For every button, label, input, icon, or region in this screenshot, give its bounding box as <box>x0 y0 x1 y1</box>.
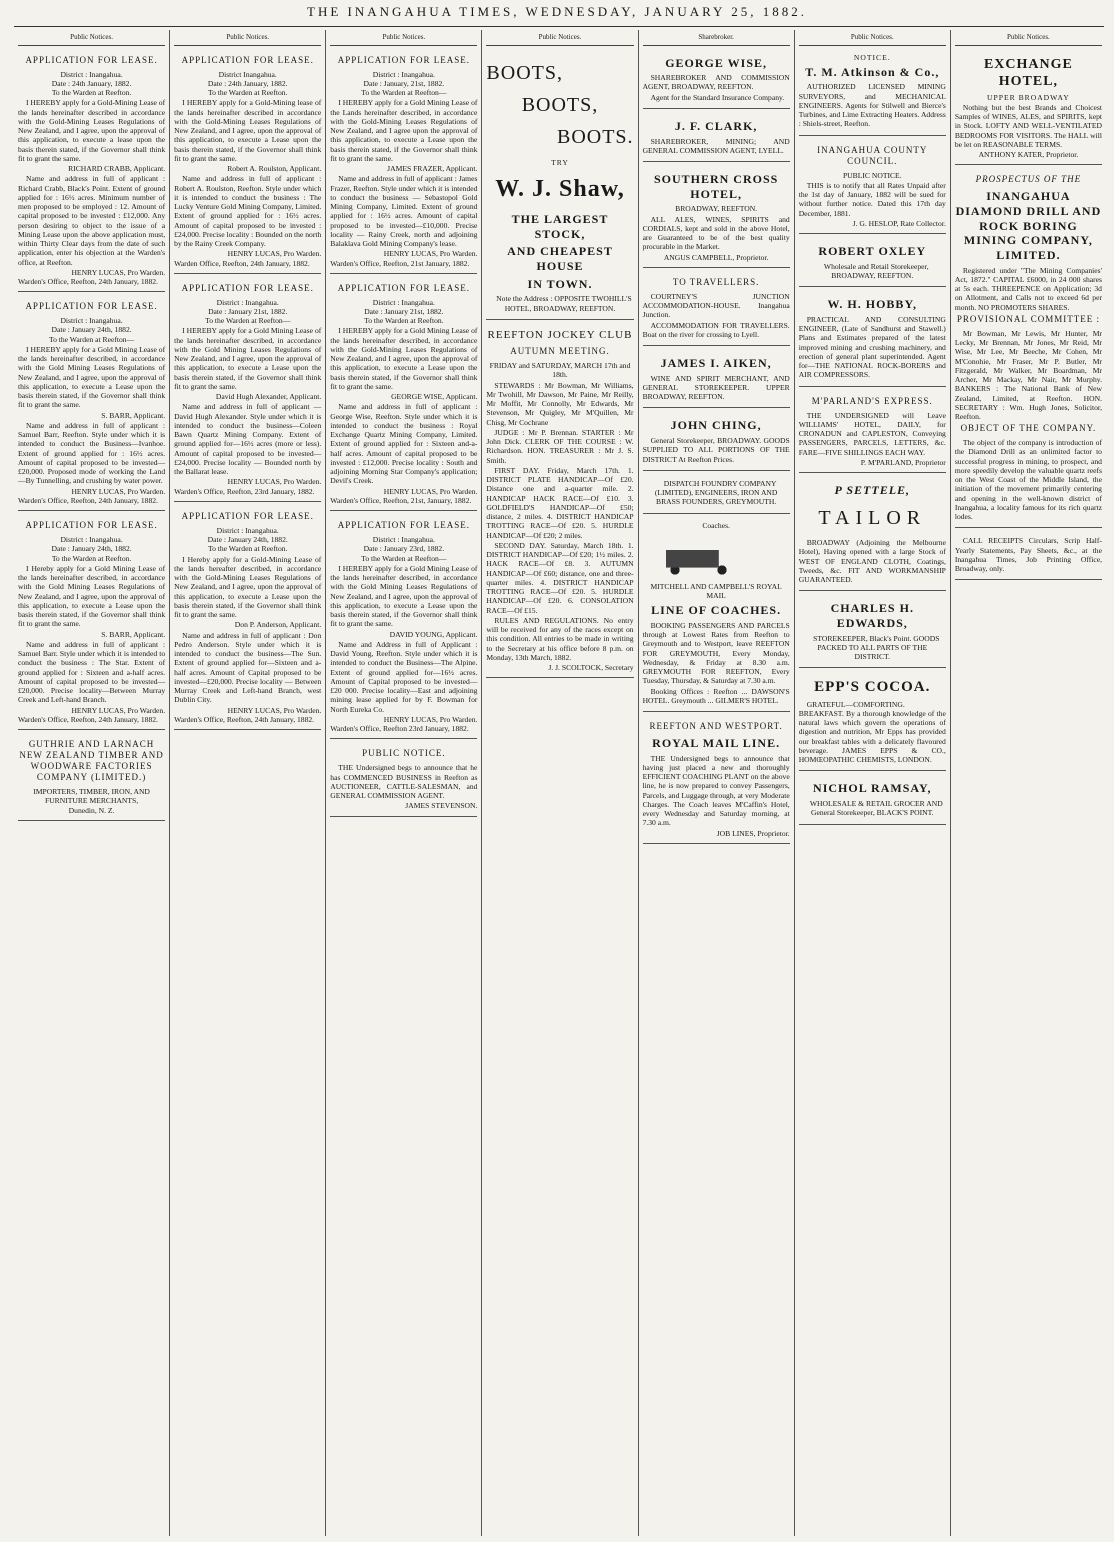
notice-title: PUBLIC NOTICE. <box>362 748 446 759</box>
public-notice-label: PUBLIC NOTICE. <box>842 170 902 180</box>
notice-line: District : Inangahua. <box>60 316 123 326</box>
foundry-ad <box>643 475 790 514</box>
epps-name: EPP'S COCOA. <box>814 679 931 696</box>
lease-notice <box>174 278 321 502</box>
notice-body: I HEREBY apply for a Gold-Mining lease of the lands hereinafter described in accordance with the Gold-Mining Leases Regulations of New Zealand, and I agree, upon the approval of this application, to execute a Lease upon the basis therein stated, if the Governor shall think fit to grant the same. <box>174 98 322 163</box>
lease-notice <box>330 50 477 274</box>
express-title: M'PARLAND'S EXPRESS. <box>811 395 933 406</box>
committee-title: PROVISIONAL COMMITTEE : <box>956 313 1100 324</box>
notice-line: To the Warden at Reefton. <box>51 88 132 97</box>
hotel-address: BROADWAY, REEFTON. <box>675 204 758 214</box>
notice-date: Warden's Office, Reefton 23rd January, 1882. <box>330 724 469 734</box>
notice-title: APPLICATION FOR LEASE. <box>337 520 470 531</box>
applicant-signature: JAMES STEVENSON. <box>405 801 478 811</box>
officials: JUDGE : Mr P. Brennan. STARTER : Mr John Dick. CLERK OF THE COURSE : W. Richardson. HON. TREASURER : Mr J. S. Smith. <box>486 427 634 465</box>
notice-label: NOTICE. <box>853 52 891 62</box>
notice-line: District : Inangahua. <box>216 297 279 307</box>
stewards: STEWARDS : Mr Bowman, Mr Williams, Mr Twohill, Mr Dawson, Mr Paine, Mr Reilly, Mr Moffit, Mr Connolly, Mr Edwards, Mr Stevenson, Mr Quigley, Mr M'Quillen, Mr Chisg, Mr Cochrane <box>486 380 634 427</box>
column-header: Public Notices. <box>330 30 477 46</box>
aiken-ad <box>643 350 790 408</box>
lease-notice <box>18 734 165 821</box>
company-desc: Registered under "The Mining Companies' Act, 1872." CAPITAL £6000, in 24 000 shares at 5s each. THREEPENCE on Application; 3d on Allotment, and Calls not to exceed 6d per month. NO PROMOTERS SHARES. <box>954 265 1102 312</box>
rules: RULES AND REGULATIONS. No entry will be received for any of the races except on this condition. All entries to be made in writing to the Secretary at his office before 8 p.m. on Monday, 13th March, 1882. <box>486 615 634 662</box>
notice-body: THE Undersigned begs to announce that he has COMMENCED BUSINESS in Reefton as AUCTIONEER, CATTLE-SALESMAN, and GENERAL COMMISSION AGENT. <box>330 763 478 801</box>
applicant-signature: DAVID YOUNG, Applicant. <box>389 629 478 639</box>
travellers-title: TO TRAVELLERS. <box>672 276 760 287</box>
notice-details: Name and address in full of applicant —David Hugh Alexander. Style under which it is intended to conduct the business—Coleen Bawn Quartz Mining Company. Extent of ground applied for—16½ acres (more or less). Amount of capital proposed to be invested—£24,000. Precise locality — Bounded north by the Ballarat lease. <box>174 402 322 477</box>
epps-ad <box>799 672 946 771</box>
company-name: INANGAHUA DIAMOND DRILL AND ROCK BORING MINING COMPANY, LIMITED. <box>955 189 1102 262</box>
notice-title: APPLICATION FOR LEASE. <box>181 282 314 293</box>
secretary: J. J. SCOLTOCK, Secretary <box>548 663 634 673</box>
warden-signature: HENRY LUCAS, Pro Warden. <box>383 249 478 259</box>
wise-agent: Agent for the Standard Insurance Company. <box>650 92 785 102</box>
clark-desc: SHAREBROKER, MINING; AND GENERAL COMMISSION AGENT, LYELL. <box>642 136 790 155</box>
royal-mail-subtitle: MITCHELL AND CAMPBELL'S ROYAL MAIL <box>650 581 782 600</box>
column-header: Public Notices. <box>174 30 321 46</box>
notice-line: Date : January 24th, 1882. <box>51 325 132 335</box>
applicant-signature: Robert A. Roulston, Applicant. <box>227 164 322 173</box>
coaches-header: Coaches. <box>702 520 730 530</box>
shaw-tag-2: AND CHEAPEST HOUSE <box>507 244 613 274</box>
meeting-title: AUTUMN MEETING. <box>510 346 610 357</box>
royal-mail-proprietor: JOB LINES, Proprietor. <box>716 828 790 838</box>
booking-offices: Booking Offices : Reefton ... DAWSON'S HOTEL. Greymouth ... GILMER'S HOTEL. <box>642 686 790 705</box>
oxley-ad <box>799 238 946 287</box>
notice-line: Date : January 24th, 1882. <box>51 544 132 554</box>
column-header: Public Notices. <box>799 30 946 46</box>
notice-line: District : Inangahua. <box>372 535 435 545</box>
warden-signature: HENRY LUCAS, Pro Warden. <box>383 486 478 496</box>
notice-line: Date : January 24th, 1882. <box>207 535 288 545</box>
notice-body: I HEREBY apply for a Gold-Mining Lease of the lands hereinafter described in accordance with the Gold-Mining Leases Regulations of New Zealand, and I agree, upon the approval of this application, to execute a lease upon the basis therein stated, if the Governor shall think fit to grant the same. <box>18 98 166 163</box>
applicant-signature: David Hugh Alexander, Applicant. <box>215 392 322 402</box>
notice-body: I Hereby apply for a Gold-Mining Lease of the lands hereafter described, in accordance with the Gold-Mining Leases Regulations of New Zealand, and I agree, upon the approval of this application, to execute a Lease upon the basis therein stated, if the Governor shall think fit to grant the same. <box>174 554 322 620</box>
notice-body: I HEREBY apply for a Gold Mining Lease of the lands hereinafter described, in accordance with the Gold-Mining Leases Regulations of New Zealand, and I agree, upon the approval of this application, to execute a Lease upon the basis therein stated, if the Governor shall think fit to grant the same. <box>330 326 478 391</box>
line-of-coaches: LINE OF COACHES. <box>651 603 782 618</box>
atkinson-desc: AUTHORIZED LICENSED MINING SURVEYORS, and MECHANICAL ENGINEERS. Agents for Stilwell and Bierce's Turbines, and Lime Extracting Heaters. Address : Shiels-street, Reefton. <box>798 82 946 129</box>
prospectus-ad <box>955 169 1102 528</box>
shaw-name: W. J. Shaw, <box>495 175 625 202</box>
reefton-westport: REEFTON AND WESTPORT. <box>649 721 783 732</box>
clark-name: J. F. CLARK, <box>674 118 758 133</box>
exchange-desc: Nothing but the best Brands and Choicest Samples of WINES, ALES, and SPIRITS, kept in Stock. LOFTY AND WELL-VENTILATED BEDROOMS FOR VISITORS. The HALL will be let on REASONABLE TERMS. <box>954 102 1102 149</box>
boots-line-1: BOOTS, <box>486 61 563 84</box>
notice-date: Warden's Office, Reefton, 24th January, 1882. <box>18 277 158 286</box>
notice-date: Warden's Office, Reefton, 24th January, 1882. <box>18 714 158 724</box>
masthead: THE INANGAHUA TIMES, WEDNESDAY, JANUARY 25, 1882. <box>307 4 807 19</box>
courtney-name: COURTNEY'S JUNCTION ACCOMMODATION-HOUSE. Inangahua Junction. <box>642 291 790 320</box>
notice-body: I HEREBY apply for a Gold Mining Lease of the lands hereinafter described, in accordance with the Gold Mining Leases Regulations of New Zealand, and I agree, upon the approval of this application, to execute a Lease upon the basis therein stated, if the Governor shall think fit to grant the same. <box>174 326 322 391</box>
wise-name: GEORGE WISE, <box>665 55 768 70</box>
lease-notice <box>330 515 477 739</box>
ching-name: JOHN CHING, <box>670 418 762 433</box>
notice-line: To the Warden at Reefton— <box>361 553 447 563</box>
lease-notice <box>18 296 165 511</box>
notice-body: I HEREBY apply for a Gold Mining Lease of the lands hereinafter described, in accordance with the Gold Mining Leases Regulations of New Zealand, and I agree, upon the approval of this application, to execute a Lease upon the basis therein stated, if the Governor shall think fit to grant the same. <box>18 344 166 410</box>
notice-line: Date : 24th January, 1882. <box>207 78 288 88</box>
clark-ad <box>643 113 790 162</box>
exchange-address: UPPER BROADWAY <box>987 92 1070 102</box>
notice-line: Date : January 23rd, 1882. <box>363 544 445 554</box>
prospectus-title: PROSPECTUS OF THE <box>975 174 1082 185</box>
warden-signature: HENRY LUCAS, Pro Warden. <box>71 705 166 715</box>
receipts-desc: CALL RECEIPTS Circulars, Scrip Half-Yearly Statements, Pay Sheets, &c., at the Inangahua Times, Job Printing Office, Broadway, only. <box>954 536 1102 574</box>
notice-details: Name and address in full of applicant : Richard Crabb, Black's Point. Extent of ground applied for : 16½ acres. Minimum number of men proposed to be employed : 12. Amount of capital proposed to be invested : £12,000. Any person desiring to object to the issue of a Mining Lease upon the above application must, within Thirty Clear days from the date of such application, enter his objection at the Warden's office, at Reefton. <box>18 174 166 267</box>
express-proprietor: P. M'PARLAND, Proprietor <box>860 457 946 467</box>
hotel-desc: ALL ALES, WINES, SPIRITS and CORDIALS, kept and sold in the above Hotel, are Guaranteed to be of the best quality procurable in the Market. <box>642 214 790 252</box>
royal-mail-desc: THE Undersigned begs to announce that having just placed a new and thoroughly EFFICIENT COACHING PLANT on the above line, he is now prepared to convey Passengers, Parcels, and Luggage through, at very Moderate Charges. The Coach leaves M'Caffin's Hotel, every Wednesday and Saturday morning, at 7.30 a.m. <box>642 753 790 828</box>
notice-line: To the Warden at Reefton— <box>361 88 447 97</box>
lease-notice <box>330 278 477 511</box>
committee-list: Mr Bowman, Mr Lewis, Mr Hunter, Mr Lecky, Mr Brennan, Mr Jones, Mr Reid, Mr Wise, Mr Lee, Mr Beeche, Mr Cohen, Mr M'Conohie, Mr Fraser, Mr P. Butler, Mr Fitzgerald, Mr Walker, Mr Boardman, Mr Archer, Mr Mackay, Mr Nair, Mr Murphy. BANKERS : The National Bank of New Zealand, Limited, at Reefton. HON. SECRETARY : Wm. Hugh Jones, Solicitor, Reefton. <box>954 328 1102 421</box>
tailor-desc: BROADWAY (Adjoining the Melbourne Hotel), Having opened with a large Stock of WEST OF ENGLAND CLOTH, Coatings, Tweeds, &c. FIT AND WORKMANSHIP GUARANTEED. <box>798 538 946 585</box>
notice-line: To the Warden at Reefton— <box>48 334 135 344</box>
column-5 <box>639 30 795 1536</box>
notice-line: District : Inangahua. <box>372 297 435 307</box>
notice-line: To the Warden at Reefton. <box>51 553 132 563</box>
exchange-name: EXCHANGE HOTEL, <box>983 56 1073 89</box>
epps-desc: GRATEFUL—COMFORTING. BREAKFAST. By a thorough knowledge of the natural laws which govern the operations of digestion and nutrition, Mr Epps has provided our breakfast tables with a delicately flavoured beverage. JAMES EPPS & CO., HOMŒOPATHIC CHEMISTS, LONDON. <box>798 699 946 765</box>
column-1 <box>14 30 170 1536</box>
notice-line: District : Inangahua. <box>60 69 123 79</box>
notice-date: Warden's Office, Reefton, 23rd January, 1882. <box>174 486 315 496</box>
coach-illustration <box>650 534 782 578</box>
notice-line: To the Warden at Reefton. <box>207 544 288 554</box>
receipts-ad <box>955 532 1102 580</box>
edwards-ad <box>799 595 946 668</box>
ching-desc: General Storekeeper, BROADWAY. GOODS SUPPLIED TO ALL PORTIONS OF THE DISTRICT At Reefton Prices. <box>642 436 790 464</box>
council-title: INANGAHUA COUNTY COUNCIL. <box>817 144 928 166</box>
courtney-ad <box>643 272 790 346</box>
column-2 <box>170 30 326 1536</box>
exchange-hotel-ad <box>955 50 1102 166</box>
notice-date: Warden's Office, Reefton, 24th January, 1882. <box>174 714 315 724</box>
notice-line: Dunedin, N. Z. <box>68 805 115 815</box>
warden-signature: HENRY LUCAS, Pro Warden. <box>227 249 322 259</box>
object-title: OBJECT OF THE COMPANY. <box>960 423 1097 434</box>
coaches-ad <box>643 518 790 713</box>
coaches-desc: BOOKING PASSENGERS AND PARCELS through at Lowest Rates from Reefton to Greymouth and to Westport, leave REEFTON FOR GREYMOUTH, Every Monday, Wednesday, & Friday at 8.30 a.m. GREYMOUTH FOR REEFTON, Every Tuesday, Thursday, & Saturday at 7.30 a.m. <box>642 620 790 686</box>
notice-title: APPLICATION FOR LEASE. <box>181 54 314 65</box>
warden-signature: HENRY LUCAS, Pro Warden. <box>71 267 166 277</box>
courtney-desc: ACCOMMODATION FOR TRAVELLERS. Boat on the river for crossing to Lyell. <box>642 320 790 339</box>
notice-details: Name and address in full of applicant : George Wise, Reefton. Style under which it is intended to conduct the business : Royal Exchange Quartz Mining Company, Limited. Extent of ground applied for : Sixteen and-a-half acres. Amount of capital proposed to be invested : £12,000. Precise locality : South and adjoining Morning Star Company's application; Devil's Creek. <box>330 402 478 486</box>
notice-date: Warden's Office, Reefton, 24th January, 1882. <box>18 495 158 505</box>
notice-line: Date : 24th January, 1882. <box>51 78 132 88</box>
foundry-desc: DISPATCH FOUNDRY COMPANY (LIMITED), ENGINEERS, IRON AND BRASS FOUNDERS, GREYMOUTH. <box>654 478 778 507</box>
applicant-signature: GEORGE WISE, Applicant. <box>391 392 478 402</box>
notice-details: Name and address in full of applicant : Don Pedro Anderson. Style under which it is intended to conduct the business—The Sun. Extent of ground applied for—Sixteen and a-half acres. Amount of Capital proposed to be invested—£20,000. Precise locality — Between Murray Creek and Left-hand Branch, west Dublin City. <box>174 630 322 705</box>
boots-line-2: BOOTS, <box>521 93 599 116</box>
applicant-signature: S. BARR, Applicant. <box>101 410 166 420</box>
column-4 <box>482 30 638 1536</box>
hobby-desc: PRACTICAL AND CONSULTING ENGINEER, (Late of Sandhurst and Stawell.) Plans and Estimates prepared of the latest improved mining and crushing machinery, and erection of general plant superintended. Agent for—THE NATIONAL ROCK-BORERS and AIR COMPRESSORS. <box>798 314 946 380</box>
shaw-boots-ad <box>486 50 633 320</box>
ramsay-desc: WHOLESALE & RETAIL GROCER AND General Storekeeper, BLACK'S POINT. <box>809 799 943 818</box>
notice-line: Date : January 21st, 1882. <box>208 306 288 316</box>
edwards-desc: STOREKEEPER, Black's Point. GOODS PACKED TO ALL PARTS OF THE DISTRICT. <box>813 633 940 662</box>
shaw-tag-1: THE LARGEST STOCK, <box>511 212 609 241</box>
notice-details: Name and address in full of applicant : James Frazer, Reefton. Style under which it is intended to conduct the business — Sebastopol Gold Mining Company, Limited. Extent of ground applied for : 16½ acres. Amount of capital proposed to be invested—£10,000. Precise locality — Rainy Creek, north and adjoining Balaklava Gold Mining Company's lease. <box>330 174 478 248</box>
column-header: Public Notices. <box>486 30 633 46</box>
aiken-name: JAMES I. AIKEN, <box>660 356 772 370</box>
club-title: REEFTON JOCKEY CLUB <box>487 328 633 341</box>
royal-mail-ad <box>643 716 790 844</box>
notice-line: District : Inangahua. <box>216 525 279 535</box>
ramsay-ad <box>799 775 946 824</box>
notice-line: Date : January 21st, 1882. <box>364 306 444 316</box>
column-3 <box>326 30 482 1536</box>
columns <box>14 30 1106 1536</box>
oxley-desc: Wholesale and Retail Storekeeper, BROADWAY, REEFTON. <box>823 261 929 280</box>
notice-line: IMPORTERS, TIMBER, IRON, AND FURNITURE MERCHANTS, <box>33 787 150 806</box>
first-day: FIRST DAY. Friday, March 17th. 1. DISTRICT PLATE HANDICAP—Of £20. Distance one and a-quarter mile. 2. HANDICAP HACK RACE—Of £10. 3. GOLDFIELD'S HANDICAP—Of £50; distance, 2 miles. 4. DISTRICT HANDICAP TROTTING RACE—Of £20. 5. HURDLE HANDICAP—Of £20; 2 miles. <box>486 465 634 540</box>
jockey-club-ad <box>486 324 633 679</box>
applicant-signature: Don P. Anderson, Applicant. <box>234 620 322 630</box>
column-header: Public Notices. <box>18 30 165 46</box>
express-ad <box>799 391 946 473</box>
notice-body: I Hereby apply for a Gold Mining Lease of the lands hereinafter described, in accordance with the Gold Mining Leases Regulations of New Zealand, and I agree, upon the approval of this application, to execute a Lease upon the basis therein stated, if the Governor shall think fit to grant the same. <box>18 563 166 629</box>
notice-date: Warden's Office, Reefton, 21st January, 1882. <box>330 258 470 268</box>
council-ad <box>799 140 946 234</box>
settele-name: P SETTELE, <box>834 483 911 498</box>
ching-ad <box>643 412 790 470</box>
column-header: Public Notices. <box>955 30 1102 46</box>
notice-date: Warden's Office, Reefton, 21st, January, 1882. <box>330 495 472 505</box>
atkinson-name: T. M. Atkinson & Co., <box>805 64 940 79</box>
notice-title: APPLICATION FOR LEASE. <box>181 510 314 521</box>
masthead-rule <box>14 26 1104 27</box>
notice-line: District : Inangahua. <box>372 69 435 79</box>
notice-line: To the Warden at Reefton. <box>207 88 288 97</box>
notice-title: APPLICATION FOR LEASE. <box>25 520 158 531</box>
tailor-label: TAILOR <box>818 506 927 529</box>
council-desc: THIS is to notify that all Rates Unpaid after the 1st day of January, 1882 will be sued for without further notice. Dated this 17th day December, 1881. <box>798 180 946 218</box>
council-signature: J. G. HESLOP, Rate Collector. <box>852 218 946 228</box>
hobby-name: W. H. HOBBY, <box>827 297 918 312</box>
notice-body: I HEREBY apply for a Gold Mining Lease of the Lands hereinafter described, in accordance with the Gold-Mining Leases Regulations of New Zealand, and I agree upon the approval of this application, to execute a Lease upon the basis therein stated, if the Governor shall think fit to grant the same. <box>330 98 478 163</box>
lease-notice <box>174 50 321 274</box>
edwards-name: CHARLES H. EDWARDS, <box>830 601 914 630</box>
notice-title: APPLICATION FOR LEASE. <box>25 54 158 65</box>
warden-signature: HENRY LUCAS, Pro Warden. <box>227 477 322 487</box>
notice-line: To the Warden at Reefton. <box>364 316 444 326</box>
try-label: TRY <box>551 157 569 167</box>
shaw-address: Note the Address : OPPOSITE TWOHILL'S HOTEL, BROADWAY, REEFTON. <box>496 294 632 313</box>
notice-title: APPLICATION FOR LEASE. <box>337 54 470 65</box>
notice-body: I HEREBY apply for a Gold Mining Lease of the lands hereinafter described, in accordance with the Gold Mining Leases Regulations of New Zealand, and I agree, upon the approval of this application, to execute a Lease upon the basis therein stated, if the Governor shall think fit to grant the same. <box>330 563 478 629</box>
column-header: Sharebroker. <box>643 30 790 46</box>
notice-title: GUTHRIE AND LARNACH NEW ZEALAND TIMBER AND WOODWARE FACTORIES COMPANY (LIMITED.) <box>19 739 164 783</box>
object-desc: The object of the company is introduction of the Diamond Drill as an unlimited factor to successful progress in mining, to prospect, and more speedily develop the valuable quartz reefs on the West Coast of the Middle Island, the initiation of the movement primarily centering and opening in the well-known district of Inangahua, a locality famous for its rich quartz lodes. <box>954 438 1102 522</box>
notice-date: Warden Office, Reefton, 24th January, 1882. <box>174 258 310 268</box>
wise-ad <box>643 50 790 109</box>
column-6 <box>795 30 951 1536</box>
applicant-signature: S. BARR, Applicant. <box>101 629 166 639</box>
ramsay-name: NICHOL RAMSAY, <box>813 781 932 796</box>
lease-notice <box>174 506 321 730</box>
boots-line-3: BOOTS. <box>556 126 634 149</box>
notice-details: Name and Address in full of Applicant : David Young, Reefton. Style under which it is intended to conduct the Business—The Alpine. Extent of ground applied for—16½ acres. Amount of Capital proposed to be invested—£20 000. Precise locality—East and adjoining mining lease applied for by F. Bowman for North Eureka Co. <box>330 639 478 714</box>
notice-details: Name and address in full of applicant : Samuel Barr, Reefton. Style under which it is intended to conduct the Business—Ivanhoe. Extent of ground applied for : 16½ acres. Amount of capital proposed to be invested—£20,000. Proposed mode of working the Land—By Tunnelling, and crushing by water power. <box>18 420 166 486</box>
royal-mail-line: ROYAL MAIL LINE. <box>652 736 781 751</box>
warden-signature: HENRY LUCAS, Pro Warden. <box>383 714 478 724</box>
applicant-signature: RICHARD CRABB, Applicant. <box>68 164 166 173</box>
hobby-ad <box>799 291 946 386</box>
notice-title: APPLICATION FOR LEASE. <box>25 301 158 312</box>
meeting-dates: FRIDAY and SATURDAY, MARCH 17th and 18th. <box>489 361 631 380</box>
southern-cross-ad <box>643 166 790 268</box>
lease-notice <box>330 743 477 816</box>
hotel-proprietor: ANGUS CAMPBELL, Proprietor. <box>663 252 769 262</box>
warden-signature: HENRY LUCAS, Pro Warden. <box>227 705 322 715</box>
applicant-signature: JAMES FRAZER, Applicant. <box>387 164 478 173</box>
notice-line: To the Warden at Reefton— <box>205 316 291 326</box>
notice-title: APPLICATION FOR LEASE. <box>337 282 470 293</box>
express-desc: THE UNDERSIGNED will Leave WILLIAMS' HOTEL, DAILY, for CRONADUN and CAPLESTON, Conveying PASSENGERS, PARCELS, LETTERS, &c. FARE—FIVE SHILLINGS EACH WAY. <box>798 410 946 457</box>
settele-ad <box>799 477 946 591</box>
lease-notice <box>18 50 165 293</box>
lease-notice <box>18 515 165 730</box>
atkinson-ad <box>799 50 946 136</box>
second-day: SECOND DAY. Saturday, March 18th. 1. DISTRICT HANDICAP—Of £20; 1½ miles. 2. HACK RACE—Of £8. 3. AUTUMN HANDICAP—Of £60; distance, one and three-quarter miles. 4. DISTRICT HANDICAP TROTTING RACE—Of £20. 5. HURDLE HANDICAP—Of £20. 6. CONSOLATION RACE—Of £15. <box>486 540 634 615</box>
column-7 <box>951 30 1106 1536</box>
oxley-name: ROBERT OXLEY <box>818 244 927 259</box>
warden-signature: HENRY LUCAS, Pro Warden. <box>71 486 166 496</box>
hotel-name: SOUTHERN CROSS HOTEL, <box>653 172 779 201</box>
wise-desc: SHAREBROKER AND COMMISSION AGENT, BROADWAY, REEFTON. <box>642 73 790 92</box>
notice-line: District Inangahua. <box>218 69 277 79</box>
notice-line: District : Inangahua. <box>60 535 123 545</box>
shaw-tag-3: IN TOWN. <box>527 276 593 291</box>
notice-line: Date : January, 21st, 1882. <box>363 78 445 88</box>
exchange-proprietor: ANTHONY KATER, Proprietor. <box>978 150 1079 160</box>
aiken-desc: WINE AND SPIRIT MERCHANT, AND GENERAL STOREKEEPER. UPPER BROADWAY, REEFTON. <box>642 373 790 402</box>
notice-details: Name and address in full of applicant : Robert A. Roulston, Reefton. Style under which it is intended to conduct the business : The Lucky Venture Gold Mining Company, Limited. Extent of ground applied for : 16½ acres. Amount of capital proposed to be invested : £24,000. Precise locality : Bounded on the north by the Rainy Creek Company. <box>174 174 322 248</box>
notice-details: Name and address in full of applicant : Samuel Barr. Style under which it is intended to conduct the business : The Star. Extent of ground applied for : Sixteen and a-half acres. Amount of capital proposed to be invested—£20,000. Precise locality—Between Murray Creek and Left-hand Branch. <box>18 639 166 705</box>
